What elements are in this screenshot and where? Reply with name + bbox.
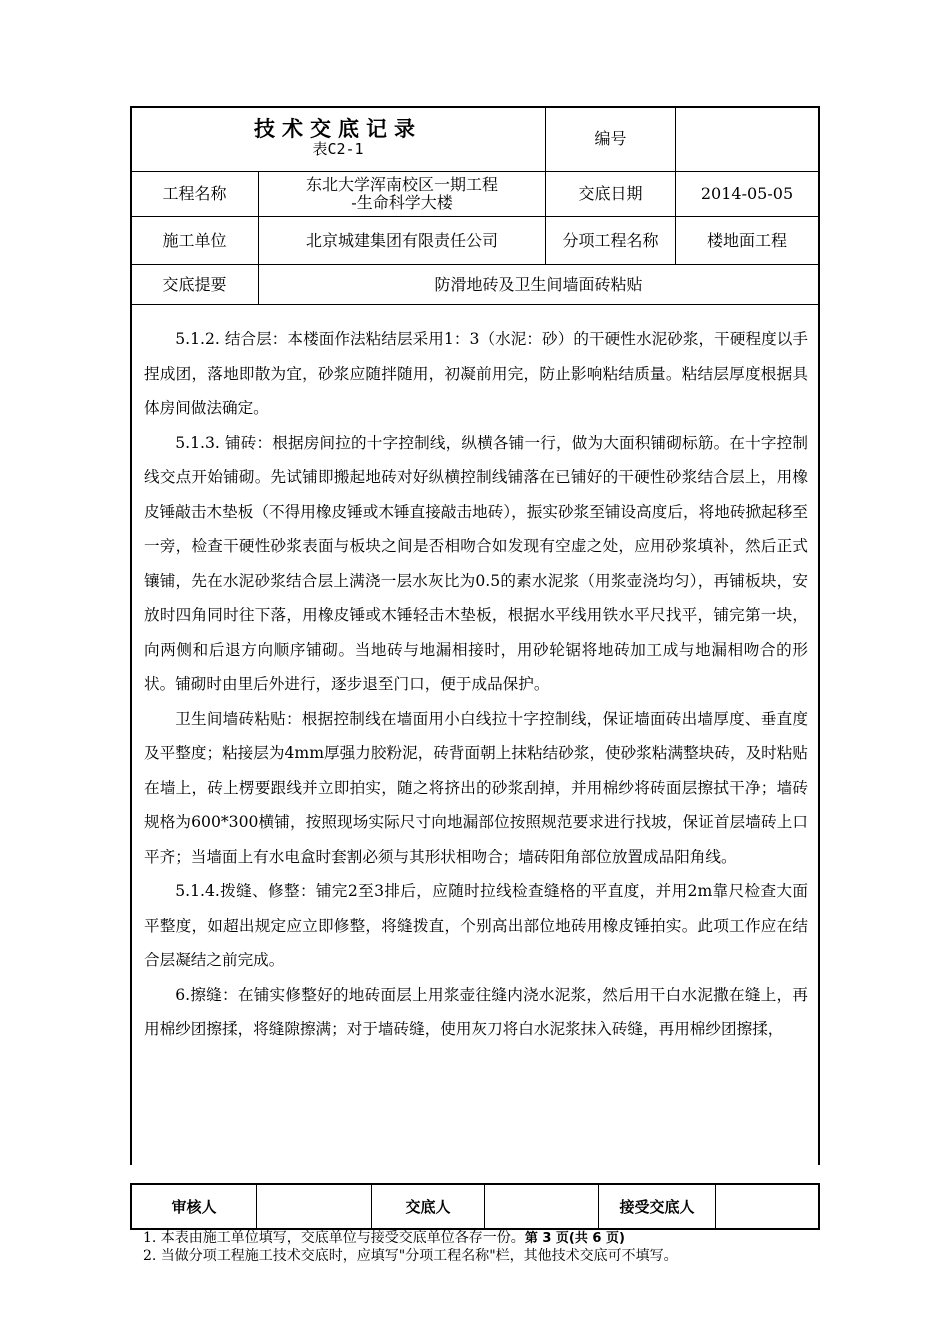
number-value [676, 107, 818, 171]
summary-label: 交底提要 [162, 274, 227, 294]
reviewer-label: 审核人 [171, 1197, 217, 1216]
row-divider [130, 304, 820, 305]
number-label: 编号 [594, 129, 627, 148]
receiver-signature-field[interactable] [716, 1185, 818, 1228]
subitem-value: 楼地面工程 [706, 230, 787, 250]
content-paragraph: 6.擦缝：在铺实修整好的地砖面层上用浆壶往缝内浇水泥浆，然后用干白水泥撒在缝上，再用棉纱团擦揉，将缝隙擦满；对于墙砖缝，使用灰刀将白水泥浆抹入砖缝，再用棉纱团擦揉， [144, 985, 808, 1038]
footnote-2: 2. 当做分项工程施工技术交底时，应填写"分项工程名称"栏，其他技术交底可不填写。 [143, 1248, 678, 1264]
footnote-1-text: 1. 本表由施工单位填写，交底单位与接受交底单位各存一份。 [143, 1230, 525, 1246]
page-info: 第 3 页(共 6 页) [524, 1231, 625, 1246]
reviewer-signature-field[interactable] [257, 1185, 371, 1228]
contractor-label: 施工单位 [162, 230, 227, 250]
table-border-right [818, 106, 820, 1165]
contractor-value: 北京城建集团有限责任公司 [305, 230, 498, 250]
content-paragraph: 5.1.4.拨缝、修整：铺完2至3排后，应随时拉线检查缝格的平直度，并用2m靠尺检查大面平整度，如超出规定应立即修整，将缝拨直，个别高出部位地砖用橡皮锤拍实。此项工作应在结合层凝结之前完成。 [144, 882, 808, 969]
discloser-label: 交底人 [405, 1197, 451, 1216]
project-name-label: 工程名称 [162, 184, 227, 203]
project-name-line2: -生命科学大楼 [351, 193, 453, 212]
date-label: 交底日期 [578, 184, 643, 203]
footnote-1 [143, 1230, 625, 1247]
content-paragraph: 卫生间墙砖粘贴：根据控制线在墙面用小白线拉十字控制线，保证墙面砖出墙厚度、垂直度及平整度；粘接层为4mm厚强力胶粉泥，砖背面朝上抹粘结砂浆，使砂浆粘满整块砖，及时粘贴在墙上，砖上楞要跟线并立即拍实，随之将挤出的砂浆刮掉，并用棉纱将砖面层擦拭干净；墙砖规格为600*300横铺，按照现场实际尺寸向地漏部位按照规范要求进行找坡，保证首层墙砖上口平齐；当墙面上有水电盒时套割必须与其形状相吻合；墙砖阳角部位放置成品阳角线。 [144, 709, 808, 866]
project-name-line1: 东北大学浑南校区一期工程 [305, 175, 498, 194]
date-value: 2014-05-05 [700, 184, 794, 203]
summary-value: 防滑地砖及卫生间墙面砖粘贴 [434, 274, 643, 294]
content-paragraph: 5.1.3. 铺砖：根据房间拉的十字控制线，纵横各铺一行，做为大面积铺砌标筋。在十字控制线交点开始铺砌。先试铺即搬起地砖对好纵横控制线铺落在已铺好的干硬性砂浆结合层上，用橡皮锤敲击木垫板（不得用橡皮锤或木锤直接敲击地砖），振实砂浆至铺设高度后，将地砖掀起移至一旁，检查干硬性砂浆表面与板块之间是否相吻合如发现有空虚之处，应用砂浆填补，然后正式镶铺，先在水泥砂浆结合层上满浇一层水灰比为0.5的素水泥浆（用浆壶浇均匀），再铺板块，安放时四角同时往下落，用橡皮锤或木锤轻击木垫板，根据水平线用铁水平尺找平，铺完第一块，向两侧和后退方向顺序铺砌。当地砖与地漏相接时，用砂轮锯将地砖加工成与地漏相吻合的形状。铺砌时由里后外进行，逐步退至门口，便于成品保护。 [144, 433, 808, 693]
subitem-label: 分项工程名称 [562, 230, 659, 250]
page-title: 技术交底记录 [254, 117, 422, 141]
sig-border-right [818, 1183, 820, 1230]
disclosure-content [144, 322, 808, 1047]
title-block [131, 107, 545, 171]
receiver-label: 接受交底人 [619, 1197, 695, 1216]
form-code: 表C2-1 [312, 140, 364, 158]
content-paragraph: 5.1.2. 结合层：本楼面作法粘结层采用1：3（水泥：砂）的干硬性水泥砂浆，干硬程度以手捏成团，落地即散为宜，砂浆应随拌随用，初凝前用完，防止影响粘结质量。粘结层厚度根据具体房间做法确定。 [144, 330, 808, 417]
project-name-value [259, 172, 545, 216]
discloser-signature-field[interactable] [485, 1185, 598, 1228]
